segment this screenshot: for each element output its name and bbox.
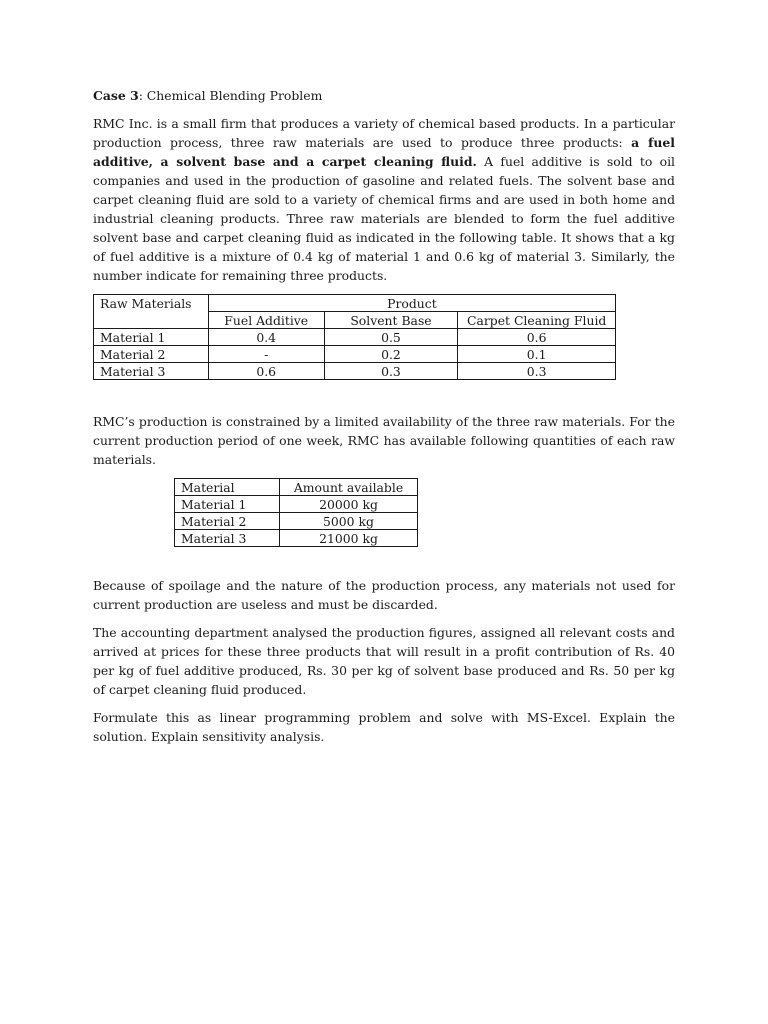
table-cell: 0.1	[458, 346, 616, 363]
table-cell: 0.3	[458, 363, 616, 380]
product-header: Product	[208, 295, 615, 312]
table-cell: 0.6	[458, 329, 616, 346]
row-label: Material 3	[175, 530, 280, 547]
table-row	[175, 530, 418, 547]
blend-table	[93, 294, 616, 380]
table-cell: 0.2	[324, 346, 458, 363]
table-row	[94, 363, 616, 380]
spoilage-paragraph: Because of spoilage and the nature of the production process, any materials not used for current production are useless and must be discarded.	[93, 578, 675, 612]
availability-header-row	[175, 479, 418, 496]
case-label: Case 3	[93, 88, 139, 103]
table-row	[94, 329, 616, 346]
table-cell: 0.4	[208, 329, 324, 346]
intro-products-bold: a fuel additive, a solvent base and a carpet cleaning fluid.	[93, 135, 675, 169]
intro-text-2: A fuel additive is sold to oil companies and used in the production of gasoline and related fuels. The solvent base and carpet cleaning fluid are sold to a variety of chemical firms and are used in both home and industrial cleaning products. Three raw materials are blended to form the fuel additive solvent base and carpet cleaning fluid as indicated in the following table. It shows that a kg of fuel additive is a mixture of 0.4 kg of material 1 and 0.6 kg of material 3. Similarly, the number indicate for remaining three products.	[93, 154, 675, 283]
table-row	[94, 346, 616, 363]
row-label: Material 1	[175, 496, 280, 513]
availability-paragraph: RMC’s production is constrained by a limited availability of the three raw materials. For the current production period of one week, RMC has available following quantities of each raw materials.	[93, 414, 675, 467]
intro-text-1: RMC Inc. is a small firm that produces a variety of chemical based products. In a particular production process, three raw materials are used to produce three products:	[93, 116, 675, 150]
column-header: Fuel Additive	[208, 312, 324, 329]
row-label: Material 2	[175, 513, 280, 530]
blend-table-header-row-1	[94, 295, 616, 312]
table-cell: 21000 kg	[280, 530, 418, 547]
availability-table	[174, 478, 418, 547]
table-cell: 20000 kg	[280, 496, 418, 513]
table-cell: 0.6	[208, 363, 324, 380]
raw-materials-header: Raw Materials	[94, 295, 209, 329]
table-cell: -	[208, 346, 324, 363]
table-row	[175, 496, 418, 513]
case-title-text: : Chemical Blending Problem	[138, 88, 323, 103]
row-label: Material 3	[94, 363, 209, 380]
column-header: Solvent Base	[324, 312, 458, 329]
table-cell: 5000 kg	[280, 513, 418, 530]
table-row	[175, 513, 418, 530]
row-label: Material 1	[94, 329, 209, 346]
table-cell: 0.3	[324, 363, 458, 380]
case-title	[93, 86, 675, 105]
row-label: Material 2	[94, 346, 209, 363]
task-paragraph: Formulate this as linear programming problem and solve with MS-Excel. Explain the solution. Explain sensitivity analysis.	[93, 710, 675, 744]
intro-paragraph	[93, 114, 675, 285]
column-header: Carpet Cleaning Fluid	[458, 312, 616, 329]
profit-paragraph: The accounting department analysed the production figures, assigned all relevant costs and arrived at prices for these three products that will result in a profit contribution of Rs. 40 per kg of fuel additive produced, Rs. 30 per kg of solvent base produced and Rs. 50 per kg of carpet cleaning fluid produced.	[93, 625, 675, 697]
column-header: Material	[175, 479, 280, 496]
table-cell: 0.5	[324, 329, 458, 346]
document-body	[93, 86, 675, 755]
column-header: Amount available	[280, 479, 418, 496]
